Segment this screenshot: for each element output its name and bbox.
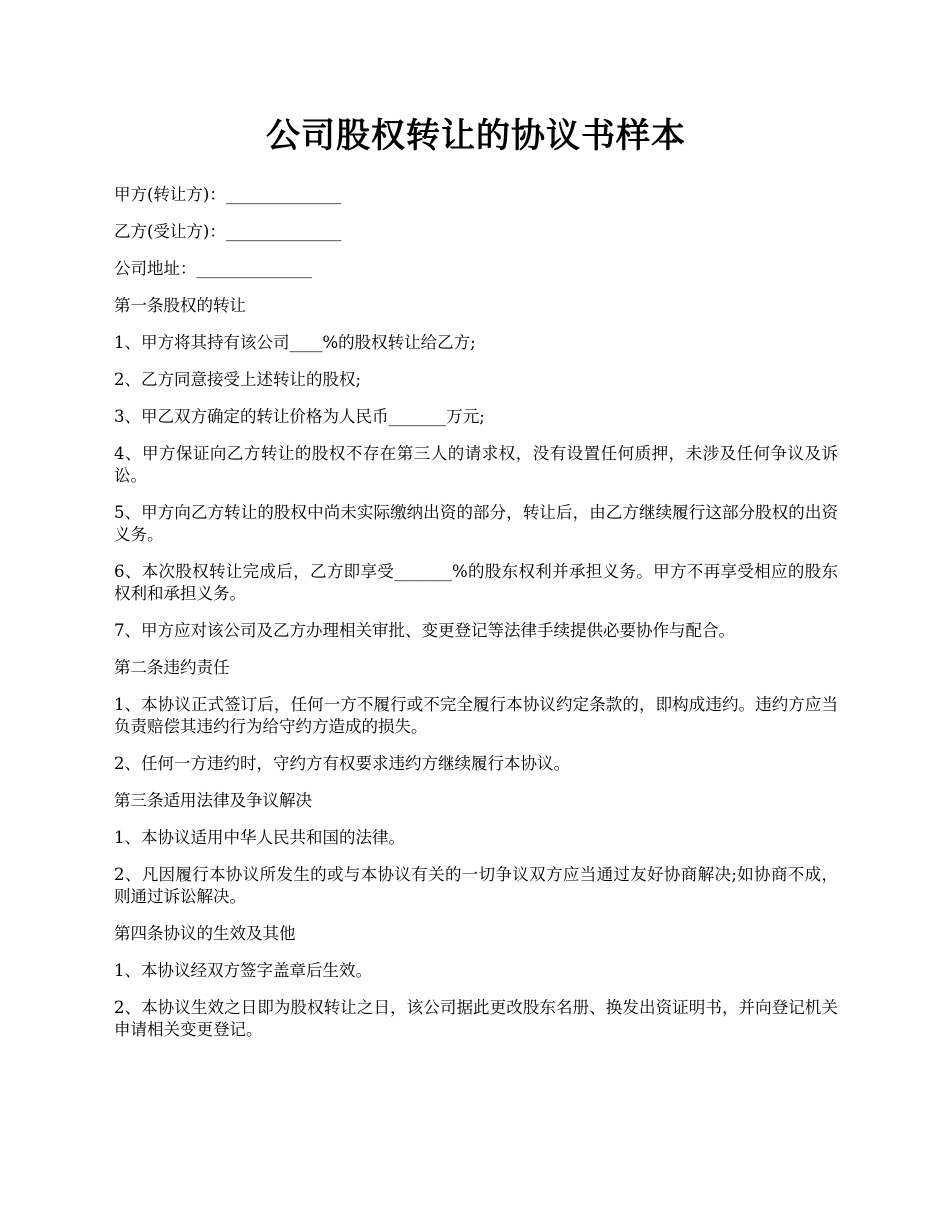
article-3-heading: 第三条适用法律及争议解决 bbox=[114, 791, 312, 810]
article-4-clause-2: 2、本协议生效之日即为股权转让之日，该公司据此更改股东名册、换发出资证明书，并向登记机关申请相关变更登记。 bbox=[114, 998, 838, 1039]
article-1-clause-7: 7、甲方应对该公司及乙方办理相关审批、变更登记等法律手续提供必要协作与配合。 bbox=[114, 621, 735, 640]
article-3-clause-1: 1、本协议适用中华人民共和国的法律。 bbox=[114, 828, 405, 847]
document-title: 公司股权转让的协议书样本 bbox=[266, 116, 686, 156]
article-1-clause-3: 3、甲乙双方确定的转让价格为人民币_______万元; bbox=[114, 407, 485, 426]
article-2-heading: 第二条违约责任 bbox=[114, 658, 230, 677]
article-3-clause-2: 2、凡因履行本协议所发生的或与本协议有关的一切争议双方应当通过友好协商解决;如协商不成，则通过诉讼解决。 bbox=[114, 865, 838, 906]
article-2-clause-1: 1、本协议正式签订后，任何一方不履行或不完全履行本协议约定条款的，即构成违约。违约方应当负责赔偿其违约行为给守约方造成的损失。 bbox=[114, 695, 838, 736]
party-b-line: 乙方(受让方)：______________ bbox=[114, 222, 342, 241]
article-4-heading: 第四条协议的生效及其他 bbox=[114, 924, 296, 943]
article-1-clause-5: 5、甲方向乙方转让的股权中尚未实际缴纳出资的部分，转让后，由乙方继续履行这部分股权的出资义务。 bbox=[114, 503, 838, 544]
article-1-clause-4: 4、甲方保证向乙方转让的股权不存在第三人的请求权，没有设置任何质押，未涉及任何争议及诉讼。 bbox=[114, 444, 838, 485]
article-1-heading: 第一条股权的转让 bbox=[114, 296, 246, 315]
article-1-clause-1: 1、甲方将其持有该公司____%的股权转让给乙方; bbox=[114, 333, 476, 352]
company-address-line: 公司地址：______________ bbox=[114, 259, 312, 278]
article-1-clause-6: 6、本次股权转让完成后，乙方即享受_______%的股东权利并承担义务。甲方不再享受相应的股东权利和承担义务。 bbox=[114, 562, 838, 603]
party-a-line: 甲方(转让方)：______________ bbox=[114, 185, 342, 204]
article-1-clause-2: 2、乙方同意接受上述转让的股权; bbox=[114, 370, 362, 389]
document-body bbox=[114, 184, 838, 1041]
article-4-clause-1: 1、本协议经双方签字盖章后生效。 bbox=[114, 961, 372, 980]
article-2-clause-2: 2、任何一方违约时，守约方有权要求违约方继续履行本协议。 bbox=[114, 754, 570, 773]
